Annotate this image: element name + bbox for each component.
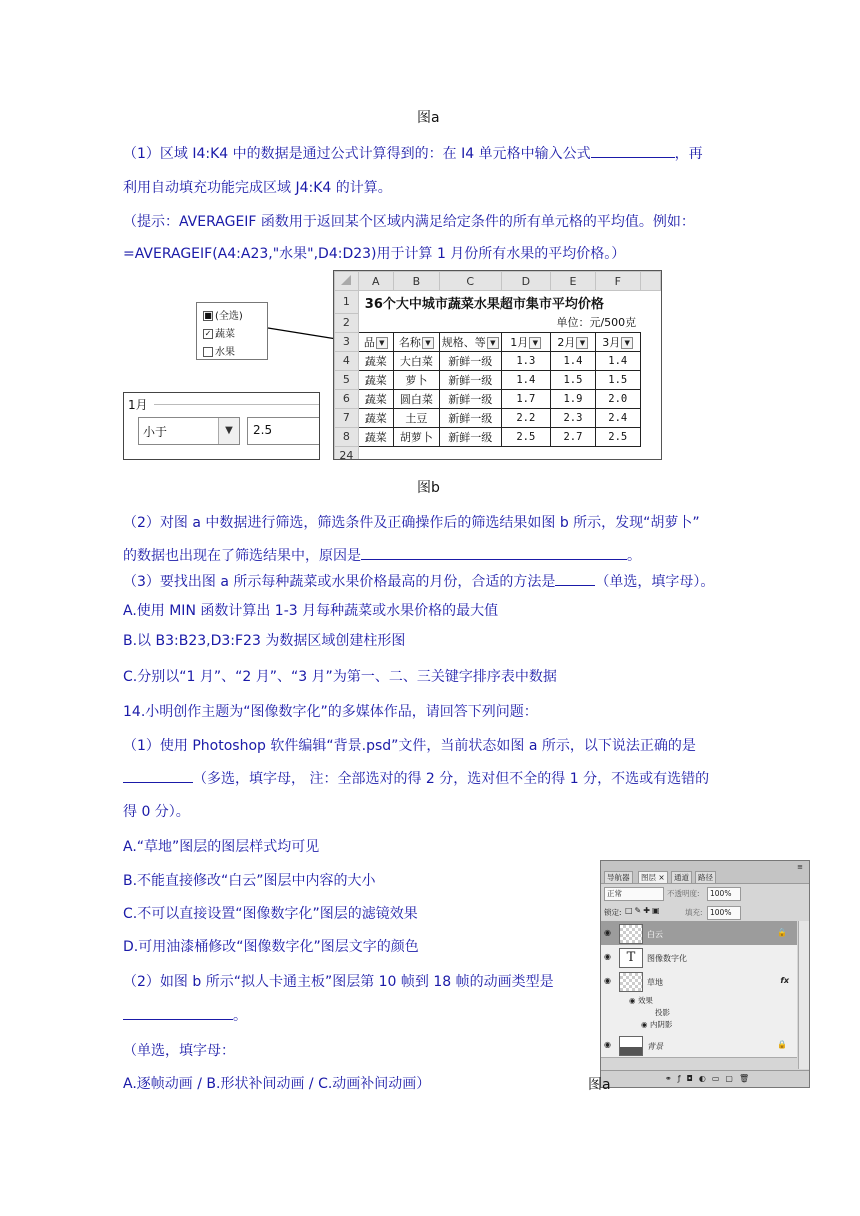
header-spec[interactable]: 规格、等 ▼: [439, 332, 501, 351]
criteria-value-input[interactable]: [247, 417, 320, 445]
effect-inner-shadow[interactable]: ◉ 内阴影: [641, 1020, 673, 1029]
layer-text[interactable]: [601, 945, 797, 970]
filter-item-vegetable[interactable]: ✓ 蔬菜: [204, 329, 235, 340]
cell[interactable]: 新鲜一级: [439, 408, 501, 427]
panel-menu-icon[interactable]: ≡: [797, 863, 803, 871]
q14-p7: A.逐帧动画 / B.形状补间动画 / C.动画补间动画）: [123, 1076, 431, 1092]
criteria-value: 2.5: [253, 423, 273, 437]
checkbox-empty-icon: [203, 347, 213, 357]
custom-filter-criteria: [123, 392, 320, 460]
criteria-label: 1月: [128, 398, 148, 412]
figure-caption-a: 图a: [417, 110, 440, 126]
cell[interactable]: 萝卜: [393, 370, 439, 389]
cell[interactable]: 蔬菜: [358, 408, 393, 427]
layer-name: 图像数字化: [647, 954, 687, 963]
col-header[interactable]: F: [595, 272, 640, 291]
text-layer-icon: T: [619, 948, 643, 968]
eye-icon[interactable]: ◉: [604, 952, 611, 961]
layer-name: 背景: [647, 1042, 663, 1051]
opacity-label: 不透明度:: [667, 889, 700, 898]
table-row: [335, 351, 661, 370]
q14-p4: （2）如图 b 所示“拟人卡通主板”图层第 10 帧到 18 帧的动画类型是: [123, 974, 554, 990]
q2-line2-text: 的数据也出现在了筛选结果中，原因是: [123, 548, 361, 564]
tab-navigator[interactable]: 导航器: [604, 871, 633, 884]
q2-line2: [123, 545, 641, 565]
filter-active-icon[interactable]: ▼: [376, 337, 388, 349]
operator-value: 小于: [143, 425, 168, 439]
cell[interactable]: 2.0: [595, 389, 640, 408]
filter-dropdown: [196, 302, 268, 360]
opacity-input[interactable]: 100%: [707, 887, 741, 901]
figure-caption-b: 图b: [417, 480, 440, 496]
table-row: [335, 389, 661, 408]
cell[interactable]: 2.3: [551, 408, 596, 427]
col-header[interactable]: E: [551, 272, 596, 291]
q1-hint2: =AVERAGEIF(A4:A23,"水果",D4:D23)用于计算 1 月份所有水果的平均价格。）: [123, 246, 626, 262]
q1-line2: 利用自动填充功能完成区域 J4:K4 的计算。: [123, 180, 392, 196]
q14-title: 14.小明创作主题为“图像数字化”的多媒体作品，请回答下列问题：: [123, 704, 538, 720]
lock-icon: 🔒: [777, 1040, 787, 1049]
cell[interactable]: 圆白菜: [393, 389, 439, 408]
q1-line1: [123, 143, 703, 163]
fill-label: 填充:: [685, 908, 703, 917]
cell[interactable]: 胡萝卜: [393, 427, 439, 446]
q3-option-c: C.分别以“1 月”、“2 月”、“3 月”为第一、二、三关键字排序表中数据: [123, 669, 557, 685]
table-row: [335, 408, 661, 427]
lock-label: 锁定:: [604, 908, 622, 917]
sheet-unit[interactable]: 单位：元/500克: [556, 316, 637, 330]
q3-line1: [123, 571, 714, 591]
eye-icon[interactable]: ◉: [604, 928, 611, 937]
q14-p6: （单选，填字母：: [123, 1043, 235, 1059]
cell[interactable]: 蔬菜: [358, 389, 393, 408]
table-row: [335, 370, 661, 389]
cell[interactable]: 2.5: [595, 427, 640, 446]
lock-icons[interactable]: □✎✚▣: [625, 906, 662, 915]
panel-scrollbar[interactable]: [798, 921, 809, 1069]
filter-active-icon[interactable]: ▼: [529, 337, 541, 349]
fill-input[interactable]: 100%: [707, 906, 741, 920]
row-number[interactable]: 1: [335, 291, 359, 314]
q3-option-a: A.使用 MIN 函数计算出 1-3 月每种蔬菜或水果价格的最大值: [123, 603, 499, 619]
header-mar[interactable]: 3月 ▼: [595, 332, 640, 351]
q3-line1-tail: （单选，填字母）。: [595, 574, 715, 590]
filter-dropdown-icon[interactable]: ▼: [422, 337, 434, 349]
header-feb[interactable]: 2月 ▼: [551, 332, 596, 351]
layer-effects-group: [601, 993, 797, 1034]
panel-tabs: [601, 861, 809, 884]
cell[interactable]: 1.5: [551, 370, 596, 389]
layer-thumbnail: [619, 924, 643, 944]
lock-icon: 🔒: [777, 928, 787, 937]
cell[interactable]: 蔬菜: [358, 351, 393, 370]
eye-icon[interactable]: ◉: [629, 996, 638, 1005]
header-category[interactable]: 品 ▼: [358, 332, 393, 351]
answer-blank-multi[interactable]: [123, 768, 193, 783]
answer-blank-reason[interactable]: [361, 545, 627, 560]
cell[interactable]: 1.4: [551, 351, 596, 370]
panel-bottom-toolbar: [601, 1070, 809, 1087]
q14-option-c: C.不可以直接设置“图像数字化”图层的滤镜效果: [123, 906, 418, 922]
cell[interactable]: 2.5: [501, 427, 550, 446]
tab-layers[interactable]: 图层 ×: [638, 871, 668, 884]
q14-p2: [123, 768, 709, 788]
q3-line1-text: （3）要找出图 a 所示每种蔬菜或水果价格最高的月份，合适的方法是: [123, 574, 556, 590]
col-header[interactable]: B: [393, 272, 439, 291]
tab-channels[interactable]: 通道: [671, 871, 692, 884]
cell[interactable]: 2.4: [595, 408, 640, 427]
q14-option-d: D.可用油漆桶修改“图像数字化”图层文字的颜色: [123, 939, 419, 955]
q2-line2-tail: 。: [627, 548, 641, 564]
cell[interactable]: 土豆: [393, 408, 439, 427]
row-number[interactable]: 7: [335, 408, 359, 427]
filter-dropdown-icon[interactable]: ▼: [487, 337, 499, 349]
filter-dropdown-icon[interactable]: ▼: [576, 337, 588, 349]
q1-line1-text: （1）区域 I4:K4 中的数据是通过公式计算得到的：在 I4 单元格中输入公式: [123, 146, 591, 162]
q3-option-b: B.以 B3:B23,D3:F23 为数据区域创建柱形图: [123, 633, 406, 649]
q2-line1: （2）对图 a 中数据进行筛选，筛选条件及正确操作后的筛选结果如图 b 所示，发现“胡萝卜”: [123, 515, 700, 531]
filter-item-all[interactable]: ■ (全选): [204, 311, 243, 322]
layer-thumbnail: [619, 1036, 643, 1056]
q14-p5-text: 。: [233, 1008, 247, 1024]
cell[interactable]: 1.5: [595, 370, 640, 389]
row-number[interactable]: 6: [335, 389, 359, 408]
chevron-down-icon[interactable]: ▼: [218, 418, 239, 444]
answer-blank-formula[interactable]: [591, 143, 675, 158]
table-row: [335, 427, 661, 446]
row-number[interactable]: 24: [335, 446, 359, 460]
effects-row[interactable]: ◉ 效果: [629, 996, 653, 1005]
cell[interactable]: 蔬菜: [358, 427, 393, 446]
q14-p1: （1）使用 Photoshop 软件编辑“背景.psd”文件，当前状态如图 a 所示，以下说法正确的是: [123, 738, 696, 754]
q1-line1-tail: ，再: [674, 146, 703, 162]
tab-paths[interactable]: 路径: [695, 871, 716, 884]
eye-icon[interactable]: ◉: [641, 1020, 650, 1029]
header-name[interactable]: 名称 ▼: [393, 332, 439, 351]
operator-select[interactable]: [138, 417, 240, 445]
checkbox-checked-icon: ✓: [204, 329, 212, 338]
header-jan[interactable]: 1月 ▼: [501, 332, 550, 351]
layer-baiyun[interactable]: [601, 921, 797, 946]
q14-option-a: A.“草地”图层的图层样式均可见: [123, 839, 320, 855]
cell[interactable]: 新鲜一级: [439, 389, 501, 408]
panel-action-icons[interactable]: ⚭ƒ◘◐▭▢🗑: [665, 1074, 756, 1083]
filter-dropdown-icon[interactable]: ▼: [621, 337, 633, 349]
layer-name: 草地: [647, 978, 663, 987]
q14-p5: [123, 1005, 247, 1025]
q14-p2-text: （多选，填字母， 注：全部选对的得 2 分，选对但不全的得 1 分，不选或有选错的: [193, 771, 710, 787]
eye-icon[interactable]: ◉: [604, 976, 611, 985]
row-number[interactable]: 8: [335, 427, 359, 446]
filter-item-fruit[interactable]: 水果: [203, 343, 235, 358]
layer-name: 白云: [647, 930, 663, 939]
q1-hint1: （提示：AVERAGEIF 函数用于返回某个区域内满足给定条件的所有单元格的平均值。例如：: [123, 214, 695, 230]
col-header[interactable]: C: [439, 272, 501, 291]
cell[interactable]: 1.3: [501, 351, 550, 370]
q14-p3: 得 0 分）。: [123, 804, 190, 820]
photoshop-layers-panel: [600, 860, 810, 1088]
checkbox-partial-icon: ■: [204, 311, 212, 320]
select-all-corner[interactable]: [335, 272, 359, 291]
row-number[interactable]: 2: [335, 313, 359, 332]
effect-drop-shadow[interactable]: 投影: [655, 1008, 670, 1017]
blend-mode-select[interactable]: 正常: [604, 887, 664, 901]
fx-icon[interactable]: fx: [780, 976, 789, 985]
cell[interactable]: 1.9: [551, 389, 596, 408]
cell[interactable]: 蔬菜: [358, 370, 393, 389]
cell[interactable]: 1.4: [595, 351, 640, 370]
q14-option-b: B.不能直接修改“白云”图层中内容的大小: [123, 873, 376, 889]
row-number[interactable]: 5: [335, 370, 359, 389]
cell[interactable]: 新鲜一级: [439, 370, 501, 389]
row-number[interactable]: 3: [335, 332, 359, 351]
cell[interactable]: 新鲜一级: [439, 427, 501, 446]
sheet-title[interactable]: 36个大中城市蔬菜水果超市集市平均价格: [364, 296, 604, 312]
cell[interactable]: 新鲜一级: [439, 351, 501, 370]
cell[interactable]: 大白菜: [393, 351, 439, 370]
layer-thumbnail: [619, 972, 643, 992]
cell[interactable]: 2.7: [551, 427, 596, 446]
answer-blank-method[interactable]: [555, 571, 595, 586]
cell[interactable]: 2.2: [501, 408, 550, 427]
figure-caption-ps: 图a: [588, 1077, 611, 1093]
eye-icon[interactable]: ◉: [604, 1040, 611, 1049]
row-number[interactable]: 4: [335, 351, 359, 370]
layer-caodi[interactable]: [601, 969, 797, 994]
col-header[interactable]: D: [501, 272, 550, 291]
layer-background[interactable]: [601, 1033, 797, 1058]
cell[interactable]: 1.7: [501, 389, 550, 408]
spreadsheet: [333, 270, 662, 460]
col-header[interactable]: A: [358, 272, 393, 291]
answer-blank-anim[interactable]: [123, 1005, 233, 1020]
cell[interactable]: 1.4: [501, 370, 550, 389]
criteria-divider: [154, 404, 319, 405]
